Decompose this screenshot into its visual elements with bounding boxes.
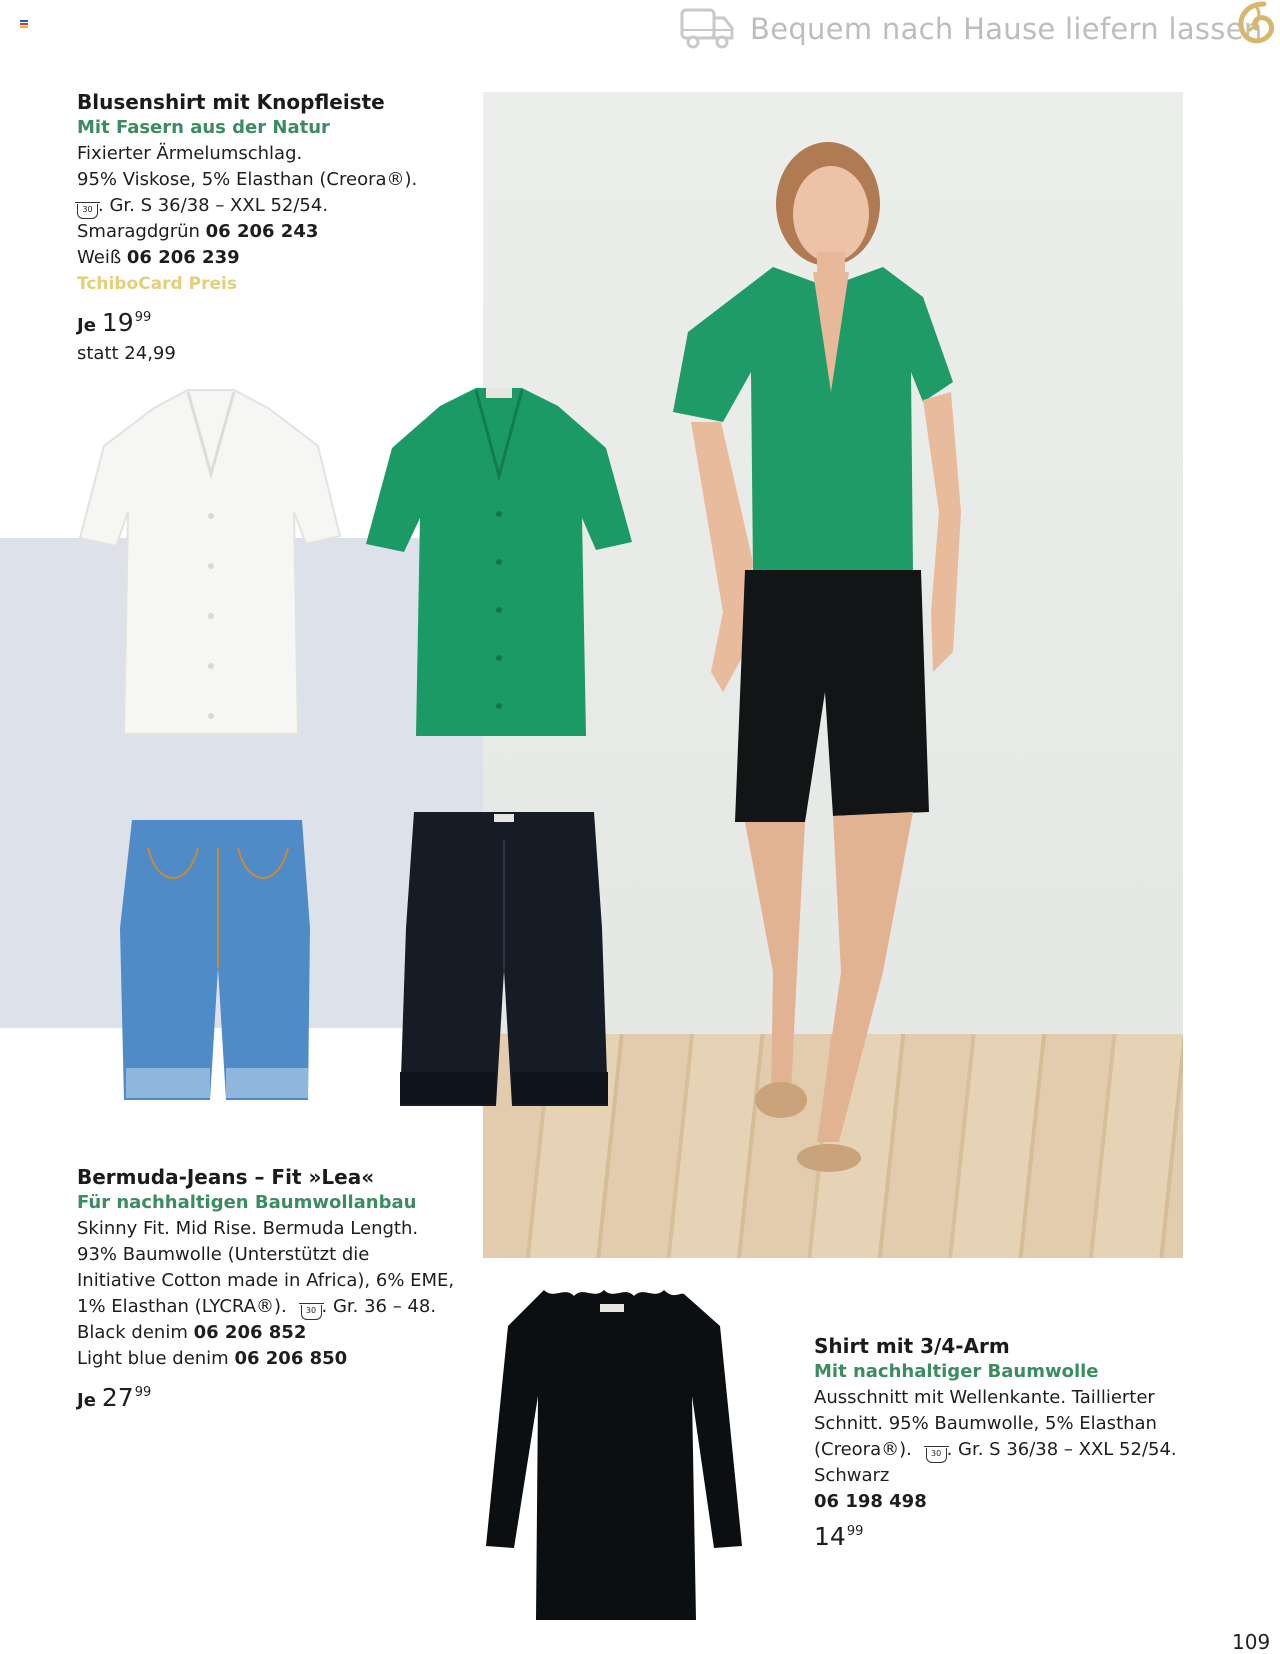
variant-line [77,245,417,271]
wash-30-icon: 30 [301,1305,322,1320]
article-number: 06 206 243 [205,221,319,242]
black-jeans-image [398,810,610,1110]
product-blusenshirt [77,89,417,367]
product-subtitle: Für nachhaltigen Baumwollanbau [77,1192,417,1213]
size-text: . Gr. S 36/38 – XXL 52/54. [98,195,329,216]
color-label: Schwarz [814,1465,890,1486]
material-text: (Creora®). [814,1439,912,1460]
price [77,1378,454,1416]
material-text: 1% Elasthan (LYCRA®). [77,1296,287,1317]
black-shirt-image [484,1286,744,1624]
old-price: statt 24,99 [77,343,176,364]
product-shirt-3-4-arm [814,1333,1177,1555]
variant-label: Smaragdgrün [77,221,200,242]
page-number: 109 [1232,1630,1271,1654]
product-size-line [814,1437,1177,1463]
variant-line [77,219,417,245]
price-cents: 99 [134,1385,152,1400]
variant-line [77,1346,454,1372]
variant-label: Light blue denim [77,1348,229,1369]
product-title: Bermuda-Jeans – Fit »Lea« [77,1165,375,1189]
size-text: . Gr. S 36/38 – XXL 52/54. [946,1439,1177,1460]
variant-line [77,1320,454,1346]
size-text: . Gr. 36 – 48. [321,1296,437,1317]
product-description-line: Fixierter Ärmelumschlag. [77,143,303,164]
variant-label: Weiß [77,247,122,268]
product-subtitle: Mit Fasern aus der Natur [77,117,330,138]
product-size-line [77,1294,454,1320]
product-bermuda-jeans [77,1164,454,1416]
product-material-line: 95% Viskose, 5% Elasthan (Creora®). [77,169,418,190]
price-prefix: Je [77,315,96,336]
price-main: 19 [101,308,134,337]
product-material-line: Initiative Cotton made in Africa), 6% EME, [77,1270,455,1291]
product-description-line: Ausschnitt mit Wellenkante. Taillierter [814,1387,1155,1408]
tchibo-bean-logo-icon [1234,0,1278,46]
green-blouse-image [364,384,634,740]
light-blue-jeans-image [118,818,316,1104]
article-number: 06 206 850 [234,1348,348,1369]
product-subtitle: Mit nachhaltiger Baumwolle [814,1361,1099,1382]
flag-icon [20,20,28,27]
price-cents: 99 [846,1524,864,1539]
price-prefix: Je [77,1390,96,1411]
delivery-truck-icon [680,6,734,50]
article-number: 06 198 498 [814,1491,927,1512]
product-title: Shirt mit 3/4-Arm [814,1334,1010,1358]
tchibocard-label: TchiboCard Preis [77,274,237,294]
article-number: 06 206 239 [126,247,240,268]
wash-30-icon: 30 [77,204,98,219]
price [77,303,417,341]
variant-label: Black denim [77,1322,188,1343]
price [814,1517,1177,1555]
product-material-line: 93% Baumwolle (Unterstützt die [77,1244,370,1265]
price-cents: 99 [134,310,152,325]
article-number: 06 206 852 [193,1322,307,1343]
product-size-line [77,193,417,219]
product-title: Blusenshirt mit Knopfleiste [77,90,385,114]
product-material-line: Schnitt. 95% Baumwolle, 5% Elasthan [814,1413,1157,1434]
white-blouse-image [78,386,344,738]
wash-30-icon: 30 [926,1448,947,1463]
product-description-line: Skinny Fit. Mid Rise. Bermuda Length. [77,1218,419,1239]
price-main: 27 [101,1383,134,1412]
price-main: 14 [814,1522,846,1551]
delivery-banner-text: Bequem nach Hause liefern lassen [750,12,1263,46]
